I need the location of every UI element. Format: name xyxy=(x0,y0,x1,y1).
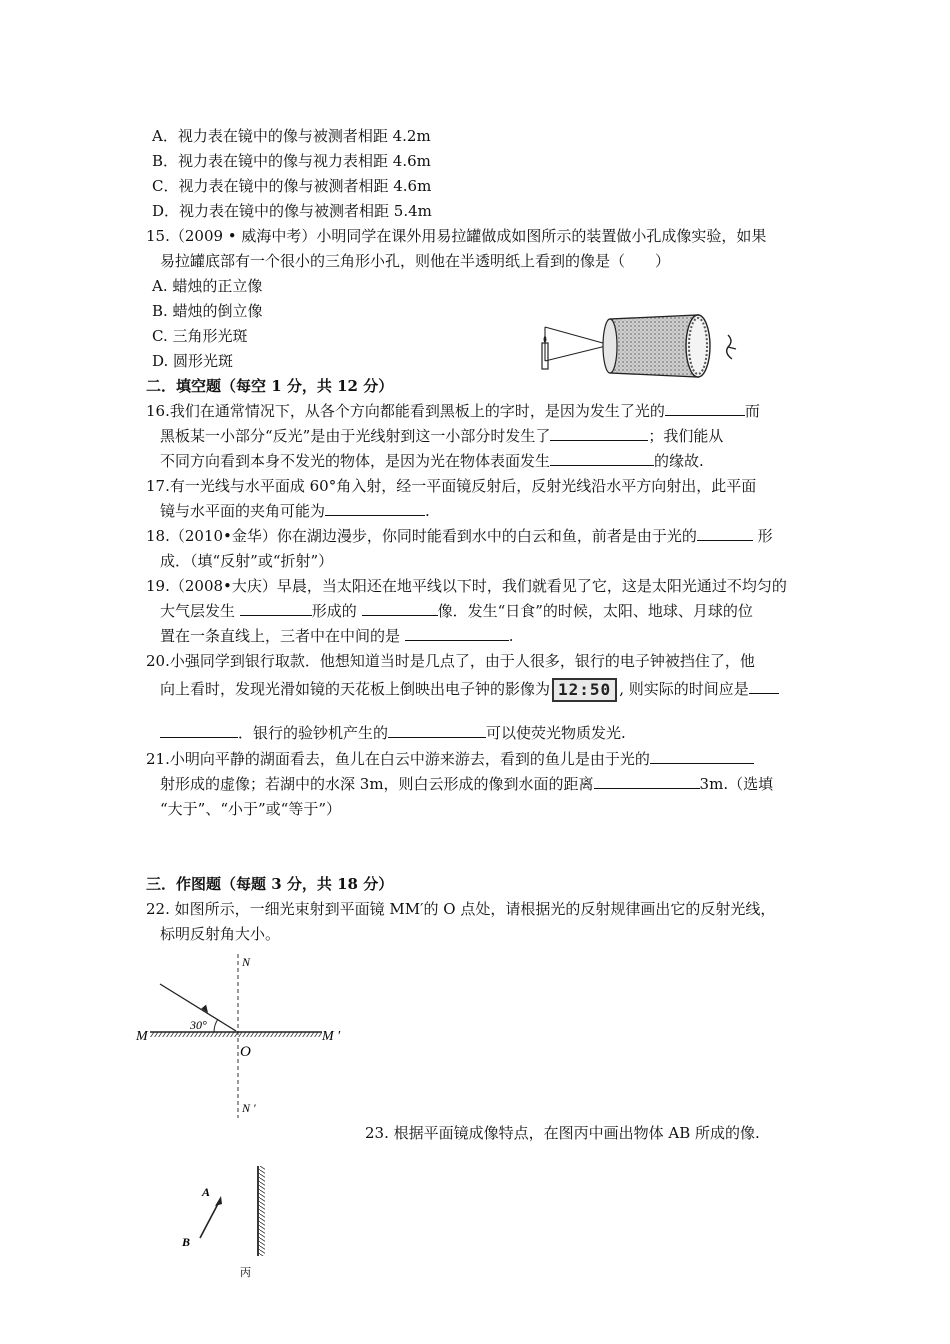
q20-text-3a: ．银行的验钞机产生的 xyxy=(238,724,389,742)
q17-line2 xyxy=(160,500,430,522)
light-ray-lower xyxy=(545,345,610,361)
light-ray-upper xyxy=(545,327,610,345)
q14-option-c: C．视力表在镜中的像与被测者相距 4.6m xyxy=(152,177,432,195)
q14-option-b: B．视力表在镜中的像与视力表相距 4.6m xyxy=(152,152,431,170)
mirror-hatching xyxy=(150,1032,322,1037)
q19-blank-1[interactable] xyxy=(240,600,312,616)
normal-label-n-prime: N ′ xyxy=(242,1101,256,1115)
q16-text-3b: 的缘故. xyxy=(654,452,704,470)
q14-option-a: A．视力表在镜中的像与被测者相距 4.2m xyxy=(152,127,431,145)
object-ab xyxy=(200,1200,220,1238)
section3-title: 三．作图题（每题 3 分，共 18 分） xyxy=(146,875,394,893)
q21-line1 xyxy=(146,748,754,770)
point-label-b: B xyxy=(182,1235,191,1249)
q17-text-2a: 镜与水平面的夹角可能为 xyxy=(160,502,326,520)
can-body xyxy=(607,315,698,377)
q16-text-3a: 不同方向看到本身不发光的物体，是因为光在物体表面发生 xyxy=(160,452,551,470)
q22-line2: 标明反射角大小。 xyxy=(160,925,281,943)
q16-blank-1[interactable] xyxy=(665,400,745,416)
q18-text-1b: 形 xyxy=(752,527,773,545)
mirror-label-m: M xyxy=(136,1029,148,1044)
mirror-back-hatching xyxy=(259,1166,265,1256)
q17-line1: 17.有一光线与水平面成 60°角入射，经一平面镜反射后，反射光线沿水平方向射出，此平面 xyxy=(146,477,757,495)
mirrored-clock-display: 12:50 xyxy=(552,678,617,702)
q20-line3 xyxy=(160,722,626,744)
q16-blank-2[interactable] xyxy=(550,425,648,441)
q19-text-2a: 大气层发生 xyxy=(160,602,240,620)
q19-line1: 19.（2008•大庆）早晨，当太阳还在地平线以下时，我们就看见了它，这是太阳光通过不均匀的 xyxy=(146,577,787,595)
q20-blank-1a[interactable] xyxy=(749,678,779,694)
plane-mirror-figure xyxy=(170,1162,290,1288)
q21-blank-2[interactable] xyxy=(594,773,700,789)
q17-blank-1[interactable] xyxy=(325,500,425,516)
incident-ray-arrow xyxy=(201,1004,211,1013)
q18-text-1a: 18.（2010•金华）你在湖边漫步，你同时能看到水中的白云和鱼，前者是由于光的 xyxy=(146,527,697,545)
object-ab-arrowhead xyxy=(215,1196,222,1206)
q21-text-1a: 21.小明向平静的湖面看去，鱼儿在白云中游来游去，看到的鱼儿是由于光的 xyxy=(146,750,650,768)
angle-label: 30° xyxy=(190,1018,207,1032)
q22-line1: 22. 如图所示，一细光束射到平面镜 MM′的 O 点处，请根据光的反射规律画出它的反射光线， xyxy=(146,900,776,918)
q19-line3 xyxy=(160,625,514,647)
q16-line3 xyxy=(160,450,704,472)
q20-line2 xyxy=(160,678,779,702)
q21-blank-1[interactable] xyxy=(650,748,754,764)
q20-blank-2[interactable] xyxy=(388,722,486,738)
inverted-image xyxy=(727,335,736,359)
figure-caption: 丙 xyxy=(240,1266,251,1279)
q18-blank-1[interactable] xyxy=(697,525,753,541)
q19-blank-2[interactable] xyxy=(362,600,438,616)
q16-text-2a: 黑板某一小部分“反光”是由于光线射到这一小部分时发生了 xyxy=(160,427,551,445)
q23-text: 23. 根据平面镜成像特点，在图丙中画出物体 AB 所成的像. xyxy=(365,1124,760,1142)
q17-text-2b: . xyxy=(425,502,430,520)
q16-text-1a: 16.我们在通常情况下，从各个方向都能看到黑板上的字时，是因为发生了光的 xyxy=(146,402,665,420)
q15-option-b: B. 蜡烛的倒立像 xyxy=(152,302,263,320)
point-label-a: A xyxy=(202,1185,211,1199)
q21-line2 xyxy=(160,773,773,795)
q15-line1: 15.（2009 • 威海中考）小明同学在课外用易拉罐做成如图所示的装置做小孔成像实验，如果 xyxy=(146,227,767,245)
q16-line1 xyxy=(146,400,760,422)
q15-option-c: C. 三角形光斑 xyxy=(152,327,248,345)
q19-text-2b: 形成的 xyxy=(311,602,362,620)
q16-blank-3[interactable] xyxy=(550,450,654,466)
q16-text-1b: 而 xyxy=(744,402,760,420)
reflection-figure xyxy=(130,948,360,1120)
q15-option-a: A. 蜡烛的正立像 xyxy=(152,277,263,295)
q19-text-3b: . xyxy=(508,627,514,645)
angle-arc xyxy=(214,1019,218,1032)
q19-line2 xyxy=(160,600,753,622)
normal-label-n: N xyxy=(242,955,251,969)
q19-text-2c: 像．发生“日食”的时候，太阳、地球、月球的位 xyxy=(437,602,753,620)
q19-text-3a: 置在一条直线上，三者中在中间的是 xyxy=(160,627,405,645)
q16-text-2b: ；我们能从 xyxy=(648,427,724,445)
q20-text-2a: 向上看时，发现光滑如镜的天花板上倒映出电子钟的影像为 xyxy=(160,680,551,698)
q16-line2 xyxy=(160,425,723,447)
q19-blank-3[interactable] xyxy=(405,625,509,641)
q21-text-2a: 射形成的虚像；若湖中的水深 3m，则白云形成的像到水面的距离 xyxy=(160,775,594,793)
q18-line2: 成．（填“反射”或“折射”） xyxy=(160,552,334,570)
q15-option-d: D. 圆形光斑 xyxy=(152,352,234,370)
q18-line1 xyxy=(146,525,773,547)
q14-option-d: D．视力表在镜中的像与被测者相距 5.4m xyxy=(152,202,432,220)
point-label-o: O xyxy=(240,1044,251,1060)
q15-line2: 易拉罐底部有一个很小的三角形小孔，则他在半透明纸上看到的像是（ ） xyxy=(160,252,671,270)
q20-text-3b: 可以使荧光物质发光. xyxy=(486,724,626,742)
section2-title: 二．填空题（每空 1 分，共 12 分） xyxy=(146,377,394,395)
mirror-label-m-prime: M ′ xyxy=(322,1029,341,1044)
q20-line1: 20.小强同学到银行取款．他想知道当时是几点了，由于人很多，银行的电子钟被挡住了，他 xyxy=(146,652,755,670)
q20-blank-1b[interactable] xyxy=(160,722,238,738)
q20-text-2b: , 则实际的时间应是 xyxy=(619,680,749,698)
q21-line3: “大于”、“小于”或“等于”） xyxy=(160,800,342,818)
pinhole-camera-figure xyxy=(538,305,748,390)
q21-text-2b: 3m.（选填 xyxy=(699,775,774,793)
can-bottom xyxy=(603,319,617,373)
